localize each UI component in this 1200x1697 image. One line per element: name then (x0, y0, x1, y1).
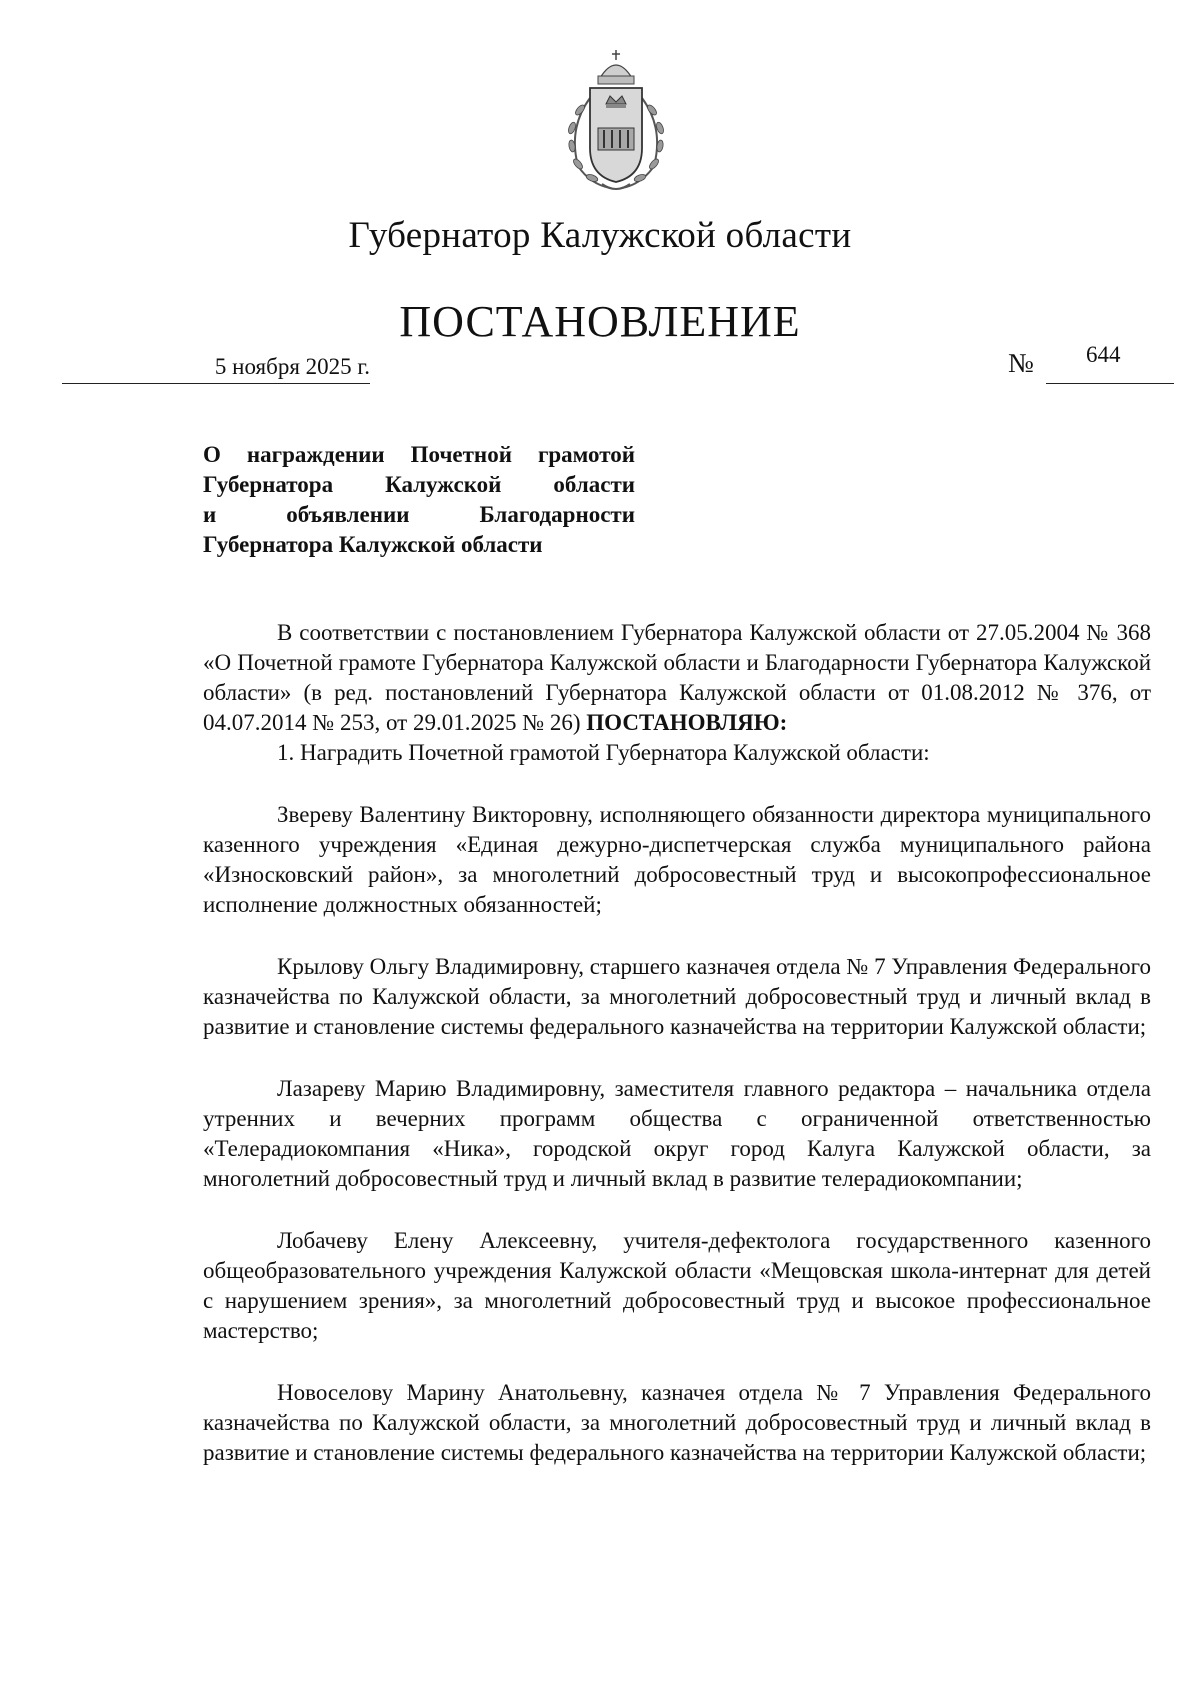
number-label: № (1008, 348, 1034, 378)
subject-line: Губернатора Калужской области (203, 532, 543, 557)
awardee-paragraph: Лобачеву Елену Алексеевну, учителя-дефектолога государственного казенного общеобразовательного учреждения Калужской области «Мещовская школа-интернат для детей с нарушением зрения», за многолетний добросовестный труд и высокое профессиональное мастерство; (203, 1228, 1151, 1343)
document-subject (203, 440, 635, 560)
preamble-paragraph (203, 618, 1151, 738)
awardee-paragraph: Новоселову Марину Анатольевну, казначея отдела № 7 Управления Федерального казначейства по Калужской области, за многолетний добросовестный труд и личный вклад в развитие и становление системы федерального казначейства на территории Калужской области; (203, 1380, 1151, 1465)
number-field (1046, 342, 1174, 384)
date-field (62, 354, 370, 384)
awardee-paragraph: Лазареву Марию Владимировну, заместителя главного редактора – начальника отдела утренних и вечерних программ общества с ограниченной ответственностью «Телерадиокомпания «Ника», городской округ город Калуга Калужской области, за многолетний добросовестный труд и личный вклад в развитие телерадиокомпании; (203, 1076, 1151, 1191)
document-number: 644 (1086, 342, 1121, 367)
issuer-title: Губернатор Калужской области (348, 215, 852, 256)
subject-line: и объявлении Благодарности (203, 502, 635, 527)
decree-word: ПОСТАНОВЛЯЮ: (586, 710, 788, 735)
item-paragraph: 1. Наградить Почетной грамотой Губернатора Калужской области: (277, 740, 930, 765)
awardee-paragraph: Звереву Валентину Викторовну, исполняющего обязанности директора муниципального казенного учреждения «Единая дежурно-диспетчерская служба муниципального района «Износковский район», за многолетний добросовестный труд и высокопрофессиональное исполнение должностных обязанностей; (203, 802, 1151, 917)
preamble-text: В соответствии с постановлением Губернатора Калужской области от 27.05.2004 № 368 «О Почетной грамоте Губернатора Калужской области и Благодарности Губернатора Калужской области» (в ред. постановлений Губернатора Калужской области от 01.08.2012 № 376, от 04.07.2014 № 253, от 29.01.2025 № 26) (203, 620, 1151, 735)
subject-line: О награждении Почетной грамотой (203, 442, 635, 467)
document-date: 5 ноября 2025 г. (214, 354, 370, 379)
document-body (203, 618, 1151, 1468)
coat-of-arms-icon (560, 48, 672, 196)
awardee-paragraph: Крылову Ольгу Владимировну, старшего казначея отдела № 7 Управления Федерального казначейства по Калужской области, за многолетний добросовестный труд и личный вклад в развитие и становление системы федерального казначейства на территории Калужской области; (203, 954, 1151, 1039)
subject-line: Губернатора Калужской области (203, 472, 635, 497)
document-type: ПОСТАНОВЛЕНИЕ (399, 297, 801, 346)
